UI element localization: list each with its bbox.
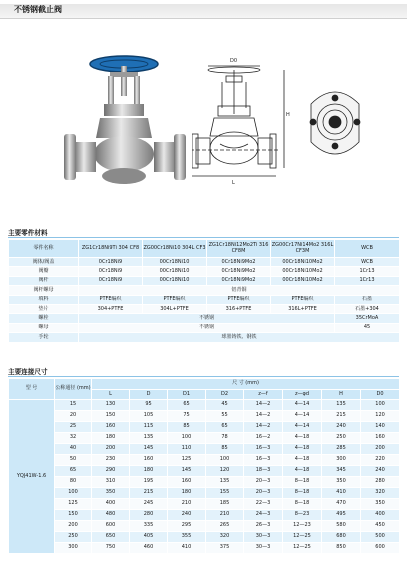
table-cell: PTFE编织 [271,295,335,304]
table-row [9,400,400,411]
table-cell: 4—14 [283,411,322,422]
table-cell: 320 [361,488,400,499]
table-cell: 300 [55,543,92,554]
table-cell: 1Cr13 [335,267,400,276]
table-cell: 1Cr13 [335,276,400,285]
table-cell: 215 [322,411,361,422]
table-cell: 285 [322,444,361,455]
table-cell: 200 [361,444,400,455]
materials-table [8,239,400,343]
dims-section-title: 主要连接尺寸 [8,368,48,376]
table-cell: 16—2 [244,433,283,444]
table-cell: 24—3 [244,510,283,521]
table-row [9,267,400,276]
table-cell: 15 [55,400,92,411]
table-cell: 195 [130,477,168,488]
table-cell: 4—18 [283,433,322,444]
table-cell: 140 [361,422,400,433]
table-cell: 210 [206,510,244,521]
table-cell: 0Cr18Ni9 [79,258,143,267]
table-cell: 135 [206,477,244,488]
materials-header-row [9,240,400,258]
table-cell: 8—23 [283,510,322,521]
grade-header: WCB [335,240,400,258]
table-cell: 00Cr18Ni10 [143,258,207,267]
table-cell: 20 [55,411,92,422]
table-cell: 280 [361,477,400,488]
table-cell: 30—3 [244,543,283,554]
table-cell: 12—25 [283,543,322,554]
table-cell: 00Cr18Ni10Mo2 [271,267,335,276]
table-cell: 105 [130,411,168,422]
table-cell: 12—25 [283,532,322,543]
table-cell: 25 [55,422,92,433]
table-cell: 125 [55,499,92,510]
row-label: 阀杆螺母 [9,286,79,295]
table-cell: 135 [130,433,168,444]
table-cell: 100 [361,400,400,411]
table-cell: 85 [168,422,206,433]
table-cell: 304L+PTFE [143,304,207,313]
table-row [9,543,400,554]
table-cell: 120 [361,411,400,422]
col-header: z—φd [283,390,322,400]
table-cell: 45 [335,323,400,332]
table-cell: 12—23 [283,521,322,532]
table-cell: 410 [168,543,206,554]
materials-divider [8,237,399,238]
table-cell: 85 [206,444,244,455]
table-cell: 160 [130,455,168,466]
table-cell: 125 [168,455,206,466]
table-cell: 球墨铸铁、钢铁 [79,333,400,342]
table-cell: 4—14 [283,422,322,433]
table-cell: 14—2 [244,411,283,422]
table-cell: 850 [322,543,361,554]
table-cell: 600 [361,543,400,554]
table-cell: 316L+PTFE [271,304,335,313]
table-cell: 18—3 [244,466,283,477]
table-cell: 00Cr18Ni10Mo2 [271,276,335,285]
table-row [9,477,400,488]
table-row [9,411,400,422]
table-cell: 350 [361,499,400,510]
table-cell: 4—18 [283,444,322,455]
table-cell: 320 [206,532,244,543]
table-row [9,286,400,295]
table-cell: 不锈钢 [79,314,335,323]
d0-label: D0 [230,58,238,64]
table-cell: 470 [322,499,361,510]
table-cell: 200 [92,444,130,455]
table-cell: 115 [130,422,168,433]
table-cell: 310 [92,477,130,488]
table-cell: 4—18 [283,466,322,477]
table-cell: PTFE编织 [143,295,207,304]
row-label: 阀杆 [9,276,79,285]
table-cell: 400 [92,499,130,510]
table-row [9,295,400,304]
table-cell: 375 [206,543,244,554]
l-label: L [232,180,235,186]
table-cell: 16—3 [244,455,283,466]
table-cell: 350 [322,477,361,488]
table-cell: 14—2 [244,422,283,433]
table-cell: 100 [206,455,244,466]
table-row [9,333,400,342]
table-cell: 245 [130,499,168,510]
table-cell: 26—3 [244,521,283,532]
table-cell: 石墨+304 [335,304,400,313]
grade-header: ZG1Cr18Ni9Ti 304 CF8 [79,240,143,258]
table-row [9,314,400,323]
row-label: 垫片 [9,304,79,313]
table-cell: 100 [55,488,92,499]
row-label: 手轮 [9,333,79,342]
table-cell: 16—3 [244,444,283,455]
table-cell: 4—18 [283,455,322,466]
table-cell: 0Cr18Ni9Mo2 [207,267,271,276]
table-cell: 00Cr18Ni10 [143,276,207,285]
table-cell: 200 [55,521,92,532]
table-cell: 20—3 [244,488,283,499]
table-cell: 410 [322,488,361,499]
table-cell: 316+PTFE [207,304,271,313]
row-label: 螺母 [9,323,79,332]
table-row [9,276,400,285]
table-cell: 150 [55,510,92,521]
table-cell: 20—3 [244,477,283,488]
table-cell: 155 [206,488,244,499]
table-cell: 345 [322,466,361,477]
table-cell: 180 [92,433,130,444]
table-cell: 450 [361,521,400,532]
table-cell: 120 [206,466,244,477]
table-cell: 240 [361,466,400,477]
flange-drawing [303,82,367,164]
dims-header-row [9,379,400,390]
part-name-header: 零件名称 [9,240,79,258]
table-cell: 40 [55,444,92,455]
table-cell: 8—18 [283,477,322,488]
table-cell: 405 [130,532,168,543]
table-cell: 00Cr18Ni10Mo2 [271,258,335,267]
table-row [9,323,400,332]
table-row [9,422,400,433]
col-header: H [322,390,361,400]
row-label: 填料 [9,295,79,304]
table-cell: 95 [130,400,168,411]
table-cell: 180 [130,466,168,477]
table-cell: 32 [55,433,92,444]
valve-section-drawing [192,56,302,194]
table-cell: 55 [206,411,244,422]
table-cell: 230 [92,455,130,466]
table-cell: 4—14 [283,400,322,411]
table-cell: PTFE编织 [207,295,271,304]
table-cell: 8—18 [283,488,322,499]
grade-header: ZG1Cr18Ni12Mo2Ti 316 CF8M [207,240,271,258]
table-cell: 8—18 [283,499,322,510]
table-row [9,433,400,444]
table-cell: 220 [361,455,400,466]
table-cell: 石墨 [335,295,400,304]
table-cell: 160 [361,433,400,444]
h-label: H [286,112,290,118]
row-label: 阀瓣 [9,267,79,276]
table-cell: 22—3 [244,499,283,510]
table-cell: 14—2 [244,400,283,411]
row-label: 阀体/阀盖 [9,258,79,267]
table-cell: 335 [130,521,168,532]
table-cell: WCB [335,258,400,267]
table-cell: 290 [92,466,130,477]
row-label: 螺栓 [9,314,79,323]
table-row [9,466,400,477]
table-row [9,499,400,510]
size-header: 尺 寸 (mm) [92,379,400,390]
table-cell: 145 [168,466,206,477]
dims-table [8,378,400,554]
table-cell: 480 [92,510,130,521]
table-row [9,304,400,313]
model-cell: YQJ41W-1.6 [9,400,55,554]
table-cell: 580 [322,521,361,532]
table-cell: 0Cr18Ni9 [79,267,143,276]
table-cell: 650 [92,532,130,543]
table-cell: 145 [130,444,168,455]
table-cell: 不锈钢 [79,323,335,332]
model-header: 型 号 [9,379,55,400]
table-cell: 0Cr18Ni9Mo2 [207,276,271,285]
col-header: D0 [361,390,400,400]
table-cell: 30—3 [244,532,283,543]
grade-header: ZG00Cr18Ni10 304L CF3 [143,240,207,258]
table-cell: 600 [92,521,130,532]
table-cell: 0Cr18Ni9Mo2 [207,258,271,267]
table-cell: 78 [206,433,244,444]
table-cell: 400 [361,510,400,521]
materials-section-title: 主要零件材料 [8,229,48,237]
table-row [9,258,400,267]
table-cell: 150 [92,411,130,422]
table-row [9,455,400,466]
table-cell: 300 [322,455,361,466]
table-cell: 250 [55,532,92,543]
table-cell: 110 [168,444,206,455]
table-cell: 210 [168,499,206,510]
table-cell: 265 [206,521,244,532]
table-cell: 100 [168,433,206,444]
table-cell: 65 [168,400,206,411]
col-header: D1 [168,390,206,400]
dims-divider [8,376,399,377]
table-cell: 500 [361,532,400,543]
table-row [9,488,400,499]
grade-header: ZG00Cr17Ni14Mo2 316L CF3M [271,240,335,258]
col-header: z—f [244,390,283,400]
table-cell: 160 [168,477,206,488]
table-cell: 280 [130,510,168,521]
table-cell: PTFE编织 [79,295,143,304]
table-cell: 295 [168,521,206,532]
table-cell: 50 [55,455,92,466]
table-row [9,444,400,455]
table-row [9,510,400,521]
table-cell: 00Cr18Ni10 [143,267,207,276]
page-title: 不锈钢截止阀 [14,5,62,14]
table-cell: 185 [206,499,244,510]
table-cell: 35CrMoA [335,314,400,323]
table-cell: 495 [322,510,361,521]
col-header: L [92,390,130,400]
table-cell: 250 [322,433,361,444]
table-cell: 80 [55,477,92,488]
table-cell: 750 [92,543,130,554]
table-cell: 240 [168,510,206,521]
table-cell: 350 [92,488,130,499]
valve-photo [60,46,190,196]
table-row [9,532,400,543]
col-header: D [130,390,168,400]
table-cell: 65 [206,422,244,433]
table-cell: 铝青铜 [79,286,400,295]
table-cell: 355 [168,532,206,543]
table-cell: 130 [92,400,130,411]
table-cell: 240 [322,422,361,433]
table-row [9,521,400,532]
table-cell: 65 [55,466,92,477]
table-cell: 304+PTFE [79,304,143,313]
table-cell: 460 [130,543,168,554]
col-header: D2 [206,390,244,400]
table-cell: 680 [322,532,361,543]
table-cell: 135 [322,400,361,411]
table-cell: 215 [130,488,168,499]
table-cell: 75 [168,411,206,422]
table-cell: 160 [92,422,130,433]
table-cell: 0Cr18Ni9 [79,276,143,285]
dn-header: 公称通径 (mm) [55,379,92,400]
table-cell: 180 [168,488,206,499]
table-cell: 45 [206,400,244,411]
